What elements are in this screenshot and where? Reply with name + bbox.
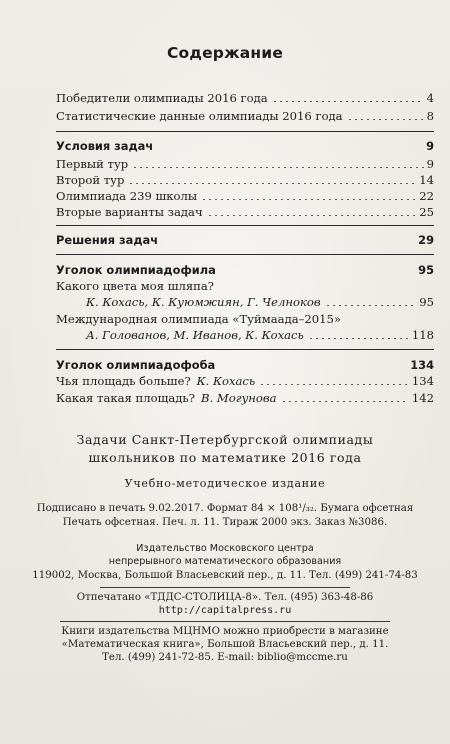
leader-dots <box>207 215 417 216</box>
leader-dots <box>347 119 424 120</box>
toc-entry-whose-area[interactable]: Чья площадь больше? К. Кохась 134 <box>56 374 434 388</box>
section-divider <box>56 349 434 350</box>
publisher-line-2: непрерывного математического образования <box>108 556 342 567</box>
authors-text: К. Кохась, К. Куюмжиян, Г. Челноков <box>86 295 321 309</box>
toc-entry-tuymaada[interactable]: Международная олимпиада «Туймаада–2015» <box>56 312 342 326</box>
toc-entry-winners[interactable]: Победители олимпиады 2016 года 4 <box>56 91 434 105</box>
toc-entry-solutions[interactable]: Решения задач 29 <box>56 233 434 247</box>
authors-text: В. Могунова <box>200 391 277 405</box>
leader-dots <box>259 384 409 385</box>
toc-entry-round-2[interactable]: Второй тур 14 <box>56 173 434 187</box>
imprint-divider <box>60 621 390 622</box>
publisher-line-1: Издательство Московского центра <box>136 543 314 554</box>
toc-entry-conditions[interactable]: Условия задач 9 <box>56 139 434 153</box>
toc-entry-school-239[interactable]: Олимпиада 239 школы 22 <box>56 189 434 203</box>
sale-line-3: Тел. (499) 241-72-85. E-mail: biblio@mccme.ru <box>102 652 348 663</box>
leader-dots <box>325 305 417 306</box>
book-title-line-1: Задачи Санкт-Петербургской олимпиады <box>76 432 374 447</box>
toc-entry-what-area[interactable]: Какая такая площадь? В. Могунова 142 <box>56 391 434 405</box>
printer-url[interactable]: http://capitalpress.ru <box>158 605 292 616</box>
section-divider <box>56 131 434 132</box>
leader-dots <box>308 338 409 339</box>
page-title: Содержание <box>166 44 284 62</box>
print-signed-line-2: Печать офсетная. Печ. л. 11. Тираж 2000 экз. Заказ №3086. <box>62 517 388 528</box>
section-divider <box>56 225 434 226</box>
toc-entry-second-variants[interactable]: Вторые варианты задач 25 <box>56 205 434 219</box>
book-title-line-2: школьников по математике 2016 года <box>88 450 362 465</box>
publisher-address: 119002, Москва, Большой Власьевский пер., д. 11. Тел. (499) 241-74-83 <box>32 570 418 581</box>
leader-dots <box>272 101 424 102</box>
toc-entry-tuymaada-authors: А. Голованов, М. Иванов, К. Кохась 118 <box>56 325 434 342</box>
authors-text: А. Голованов, М. Иванов, К. Кохась <box>86 328 304 342</box>
leader-dots <box>128 183 416 184</box>
toc-entry-olympiad-fan[interactable]: Уголок олимпиадофила 95 <box>56 263 434 277</box>
edition-type: Учебно-методическое издание <box>124 477 326 490</box>
toc-entry-hat-color[interactable]: Какого цвета моя шляпа? <box>56 279 215 293</box>
sale-line-1: Книги издательства МЦНМО можно приобрести в магазине <box>61 626 389 637</box>
imprint-divider <box>100 587 350 588</box>
printer-line: Отпечатано «ТДДС-СТОЛИЦА-8». Тел. (495) 363-48-86 <box>76 592 374 603</box>
toc-entry-olympiad-phobe[interactable]: Уголок олимпиадофоба 134 <box>56 358 434 372</box>
leader-dots <box>281 401 409 402</box>
authors-text: К. Кохась <box>196 374 256 388</box>
toc-entry-round-1[interactable]: Первый тур 9 <box>56 157 434 171</box>
section-divider <box>56 254 434 255</box>
sale-line-2: «Математическая книга», Большой Власьевский пер., д. 11. <box>61 639 389 650</box>
print-signed-line-1: Подписано в печать 9.02.2017. Формат 84 × 108¹/₃₂. Бумага офсетная <box>36 503 414 514</box>
toc-entry-statistics[interactable]: Статистические данные олимпиады 2016 года 8 <box>56 109 434 123</box>
leader-dots <box>132 167 423 168</box>
toc-entry-hat-color-authors: К. Кохась, К. Куюмжиян, Г. Челноков 95 <box>56 292 434 309</box>
leader-dots <box>201 199 416 200</box>
